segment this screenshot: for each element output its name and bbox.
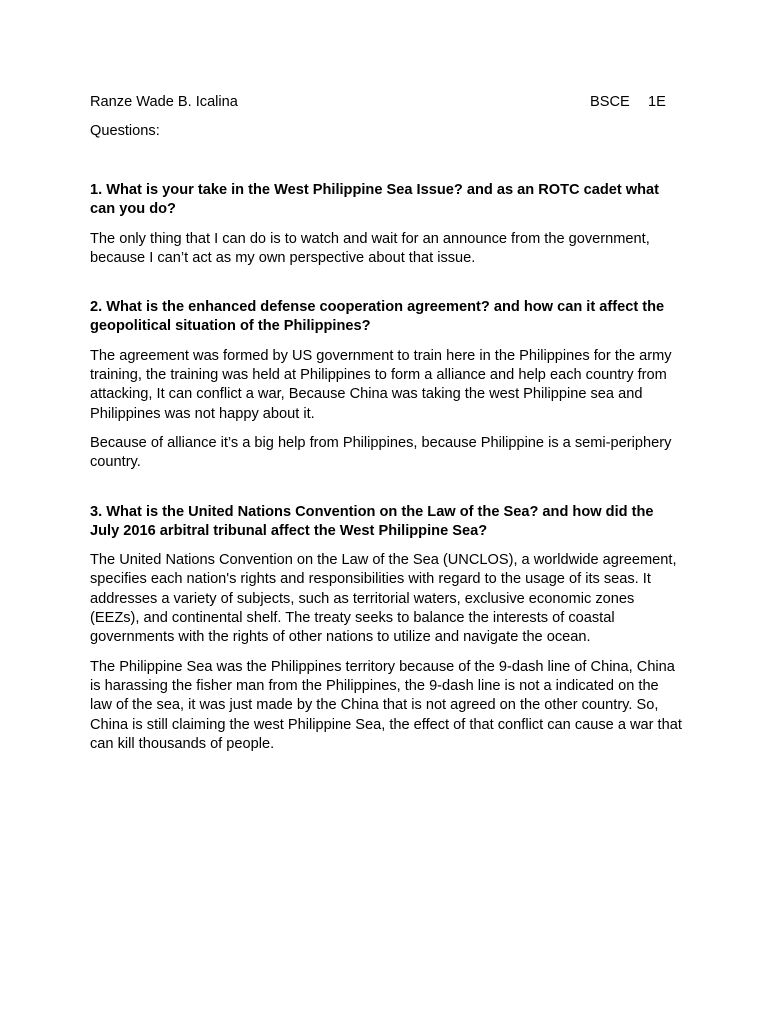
questions-content	[90, 181, 682, 784]
question-block-2	[90, 298, 682, 472]
answer-3-paragraph-2: The Philippine Sea was the Philippines territory because of the 9-dash line of China, China is harassing the fisher man from the Philippines, the 9-dash line is not a indicated on the law of the sea, it was just made by the China that is not agreed on the other country. So, China is still claiming the west Philippine Sea, the effect of that conflict can cause a war that can kill thousands of people.	[90, 658, 682, 752]
answer-3-paragraph-1: The United Nations Convention on the Law of the Sea (UNCLOS), a worldwide agreement, specifies each nation's rights and responsibilities with regard to the usage of its seas. It addresses a variety of subjects, such as territorial waters, exclusive economic zones (EEZs), and continental shelf. The treaty seeks to balance the interests of coastal governments with the rights of other nations to utilize and navigate the ocean.	[90, 552, 677, 646]
question-block-3	[90, 503, 682, 755]
answer-1-paragraph-1: The only thing that I can do is to watch and wait for an announce from the government, because I can’t act as my own perspective about that issue.	[90, 230, 650, 266]
question-1: 1. What is your take in the West Philippine Sea Issue? and as an ROTC cadet what can you do?	[90, 182, 660, 218]
answer-2-paragraph-2: Because of alliance it’s a big help from Philippines, because Philippine is a semi-periphery country.	[90, 434, 672, 471]
course-code: BSCE	[590, 94, 630, 110]
answer-2-paragraph-1: The agreement was formed by US government to train here in the Philippines for the army training, the training was held at Philippines to form a alliance and help each country from attacking, It can conflict a war, Because China was taking the west Philippine sea and Philippines was not happy about it.	[90, 347, 672, 422]
questions-label: Questions:	[90, 123, 160, 139]
document-header	[90, 93, 668, 113]
student-name: Ranze Wade B. Icalina	[90, 94, 238, 110]
question-3: 3. What is the United Nations Convention on the Law of the Sea? and how did the July 2016 arbitral tribunal affect the West Philippine Sea?	[90, 503, 654, 539]
question-block-1	[90, 181, 682, 268]
question-2: 2. What is the enhanced defense cooperation agreement? and how can it affect the geopolitical situation of the Philippines?	[90, 299, 665, 335]
section-code: 1E	[648, 94, 666, 110]
